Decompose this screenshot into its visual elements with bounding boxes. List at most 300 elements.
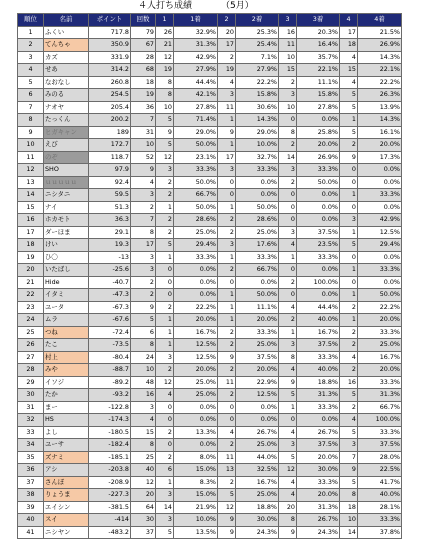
first-count-cell: 12 xyxy=(156,151,174,164)
table-row xyxy=(18,39,402,52)
second-rate-cell: 0.0% xyxy=(236,414,279,427)
first-count-cell: 4 xyxy=(156,389,174,402)
games-cell: 20 xyxy=(131,489,156,502)
second-count-cell: 0 xyxy=(218,189,236,202)
fourth-count-cell: 1 xyxy=(340,264,358,277)
games-cell: 3 xyxy=(131,251,156,264)
second-rate-cell: 14.3% xyxy=(236,114,279,127)
fourth-rate-cell: 50.0% xyxy=(358,289,402,302)
name-cell: ｕｕｕｕｕ xyxy=(44,176,89,189)
second-rate-cell: 22.2% xyxy=(236,76,279,89)
third-count-cell: 3 xyxy=(279,339,297,352)
fourth-rate-cell: 17.3% xyxy=(358,151,402,164)
first-rate-cell: 13.5% xyxy=(174,526,218,539)
first-count-cell: 5 xyxy=(156,239,174,252)
table-row xyxy=(18,76,402,89)
title-text: ４人打ち成績 xyxy=(138,1,193,11)
name-cell: たこ xyxy=(44,339,89,352)
third-rate-cell: 50.0% xyxy=(297,176,340,189)
rank-cell: 38 xyxy=(18,489,44,502)
third-rate-cell: 44.4% xyxy=(297,301,340,314)
second-rate-cell: 32.7% xyxy=(236,151,279,164)
first-count-cell: 3 xyxy=(156,164,174,177)
rank-cell: 36 xyxy=(18,464,44,477)
table-row xyxy=(18,451,402,464)
first-rate-cell: 12.5% xyxy=(174,351,218,364)
points-cell: 36.3 xyxy=(89,214,131,227)
first-rate-cell: 44.4% xyxy=(174,76,218,89)
fourth-rate-cell: 66.7% xyxy=(358,401,402,414)
table-row xyxy=(18,51,402,64)
second-rate-cell: 33.3% xyxy=(236,251,279,264)
name-cell: さんぼ xyxy=(44,476,89,489)
games-cell: 9 xyxy=(131,301,156,314)
third-count-cell: 20 xyxy=(279,501,297,514)
points-cell: -122.8 xyxy=(89,401,131,414)
first-rate-cell: 8.0% xyxy=(174,451,218,464)
first-rate-cell: 16.7% xyxy=(174,326,218,339)
second-count-cell: 2 xyxy=(218,326,236,339)
first-count-cell: 10 xyxy=(156,101,174,114)
third-rate-cell: 40.0% xyxy=(297,314,340,327)
first-count-cell: 2 xyxy=(156,364,174,377)
header-1st-count: 1 xyxy=(156,14,174,27)
first-rate-cell: 50.0% xyxy=(174,201,218,214)
points-cell: -414 xyxy=(89,514,131,527)
fourth-rate-cell: 33.3% xyxy=(358,189,402,202)
fourth-count-cell: 3 xyxy=(340,214,358,227)
points-cell: -203.8 xyxy=(89,464,131,477)
fourth-rate-cell: 29.4% xyxy=(358,239,402,252)
second-count-cell: 0 xyxy=(218,176,236,189)
first-rate-cell: 15.0% xyxy=(174,489,218,502)
second-rate-cell: 33.3% xyxy=(236,164,279,177)
points-cell: 51.3 xyxy=(89,201,131,214)
third-count-cell: 8 xyxy=(279,514,297,527)
first-rate-cell: 66.7% xyxy=(174,189,218,202)
games-cell: 19 xyxy=(131,89,156,102)
rank-cell: 14 xyxy=(18,189,44,202)
points-cell: 29.1 xyxy=(89,226,131,239)
third-rate-cell: 33.3% xyxy=(297,401,340,414)
third-rate-cell: 26.9% xyxy=(297,151,340,164)
points-cell: -40.7 xyxy=(89,276,131,289)
third-rate-cell: 37.5% xyxy=(297,439,340,452)
points-cell: 205.4 xyxy=(89,101,131,114)
table-row xyxy=(18,439,402,452)
fourth-rate-cell: 13.9% xyxy=(358,101,402,114)
fourth-rate-cell: 33.3% xyxy=(358,326,402,339)
name-cell: けい xyxy=(44,239,89,252)
rank-cell: 2 xyxy=(18,39,44,52)
fourth-rate-cell: 41.7% xyxy=(358,476,402,489)
name-cell: えび xyxy=(44,139,89,152)
second-count-cell: 11 xyxy=(218,376,236,389)
second-rate-cell: 27.9% xyxy=(236,64,279,77)
points-cell: -73.5 xyxy=(89,339,131,352)
second-count-cell: 11 xyxy=(218,101,236,114)
rank-cell: 13 xyxy=(18,176,44,189)
fourth-rate-cell: 33.3% xyxy=(358,376,402,389)
first-count-cell: 0 xyxy=(156,264,174,277)
points-cell: -381.5 xyxy=(89,501,131,514)
third-count-cell: 8 xyxy=(279,351,297,364)
rank-cell: 37 xyxy=(18,476,44,489)
name-cell: カズ xyxy=(44,51,89,64)
games-cell: 6 xyxy=(131,326,156,339)
first-count-cell: 2 xyxy=(156,226,174,239)
fourth-count-cell: 17 xyxy=(340,26,358,39)
table-row xyxy=(18,339,402,352)
third-count-cell: 0 xyxy=(279,189,297,202)
rank-cell: 39 xyxy=(18,501,44,514)
third-count-cell: 2 xyxy=(279,314,297,327)
rank-cell: 15 xyxy=(18,201,44,214)
third-rate-cell: 20.0% xyxy=(297,489,340,502)
fourth-rate-cell: 31.3% xyxy=(358,389,402,402)
table-row xyxy=(18,264,402,277)
name-cell: Hide xyxy=(44,276,89,289)
third-count-cell: 4 xyxy=(279,489,297,502)
games-cell: 79 xyxy=(131,26,156,39)
first-count-cell: 1 xyxy=(156,326,174,339)
name-cell: よし xyxy=(44,426,89,439)
name-cell: ふくい xyxy=(44,26,89,39)
second-count-cell: 1 xyxy=(218,301,236,314)
second-rate-cell: 66.7% xyxy=(236,264,279,277)
rank-cell: 26 xyxy=(18,339,44,352)
first-rate-cell: 20.0% xyxy=(174,364,218,377)
name-cell: ナイ xyxy=(44,201,89,214)
third-rate-cell: 33.3% xyxy=(297,251,340,264)
second-count-cell: 20 xyxy=(218,26,236,39)
third-count-cell: 4 xyxy=(279,301,297,314)
first-count-cell: 0 xyxy=(156,439,174,452)
second-rate-cell: 0.0% xyxy=(236,401,279,414)
second-rate-cell: 0.0% xyxy=(236,176,279,189)
second-rate-cell: 20.0% xyxy=(236,314,279,327)
second-count-cell: 3 xyxy=(218,239,236,252)
third-count-cell: 0 xyxy=(279,114,297,127)
rank-cell: 21 xyxy=(18,276,44,289)
points-cell: -47.3 xyxy=(89,289,131,302)
first-rate-cell: 29.0% xyxy=(174,126,218,139)
second-rate-cell: 22.9% xyxy=(236,376,279,389)
games-cell: 4 xyxy=(131,176,156,189)
third-rate-cell: 33.3% xyxy=(297,476,340,489)
games-cell: 64 xyxy=(131,501,156,514)
points-cell: -80.4 xyxy=(89,351,131,364)
rank-cell: 8 xyxy=(18,114,44,127)
table-row xyxy=(18,389,402,402)
second-count-cell: 1 xyxy=(218,139,236,152)
third-rate-cell: 31.3% xyxy=(297,501,340,514)
first-rate-cell: 0.0% xyxy=(174,414,218,427)
third-rate-cell: 0.0% xyxy=(297,214,340,227)
table-row xyxy=(18,139,402,152)
third-count-cell: 8 xyxy=(279,126,297,139)
rank-cell: 19 xyxy=(18,251,44,264)
first-rate-cell: 42.9% xyxy=(174,51,218,64)
points-cell: 260.8 xyxy=(89,76,131,89)
fourth-rate-cell: 0.0% xyxy=(358,176,402,189)
table-row xyxy=(18,189,402,202)
third-rate-cell: 37.5% xyxy=(297,226,340,239)
fourth-count-cell: 4 xyxy=(340,76,358,89)
rank-cell: 33 xyxy=(18,426,44,439)
points-cell: -89.2 xyxy=(89,376,131,389)
name-cell: りょうま xyxy=(44,489,89,502)
name-cell: ユータ xyxy=(44,301,89,314)
fourth-count-cell: 9 xyxy=(340,151,358,164)
second-rate-cell: 17.6% xyxy=(236,239,279,252)
rank-cell: 1 xyxy=(18,26,44,39)
first-count-cell: 1 xyxy=(156,476,174,489)
second-rate-cell: 11.1% xyxy=(236,301,279,314)
first-rate-cell: 23.1% xyxy=(174,151,218,164)
first-count-cell: 0 xyxy=(156,401,174,414)
table-row xyxy=(18,351,402,364)
fourth-rate-cell: 42.9% xyxy=(358,214,402,227)
header-3rd-count: 3 xyxy=(279,14,297,27)
name-cell: ムラ xyxy=(44,314,89,327)
third-rate-cell: 18.8% xyxy=(297,376,340,389)
second-count-cell: 1 xyxy=(218,201,236,214)
third-rate-cell: 11.1% xyxy=(297,76,340,89)
second-rate-cell: 12.5% xyxy=(236,389,279,402)
fourth-rate-cell: 37.8% xyxy=(358,526,402,539)
third-rate-cell: 15.8% xyxy=(297,89,340,102)
first-rate-cell: 12.5% xyxy=(174,339,218,352)
rank-cell: 7 xyxy=(18,101,44,114)
rank-cell: 40 xyxy=(18,514,44,527)
third-count-cell: 3 xyxy=(279,226,297,239)
fourth-rate-cell: 37.5% xyxy=(358,439,402,452)
second-rate-cell: 25.3% xyxy=(236,26,279,39)
points-cell: 331.9 xyxy=(89,51,131,64)
points-cell: -67.3 xyxy=(89,301,131,314)
fourth-rate-cell: 25.0% xyxy=(358,339,402,352)
header-1st-rate: 1着 xyxy=(174,14,218,27)
table-row xyxy=(18,301,402,314)
first-count-cell: 1 xyxy=(156,339,174,352)
points-cell: 350.9 xyxy=(89,39,131,52)
second-count-cell: 2 xyxy=(218,476,236,489)
games-cell: 30 xyxy=(131,514,156,527)
third-count-cell: 3 xyxy=(279,89,297,102)
table-row xyxy=(18,514,402,527)
first-rate-cell: 50.0% xyxy=(174,139,218,152)
points-cell: -88.7 xyxy=(89,364,131,377)
first-count-cell: 5 xyxy=(156,526,174,539)
rank-cell: 35 xyxy=(18,451,44,464)
second-count-cell: 2 xyxy=(218,389,236,402)
third-rate-cell: 100.0% xyxy=(297,276,340,289)
games-cell: 2 xyxy=(131,276,156,289)
points-cell: 97.9 xyxy=(89,164,131,177)
games-cell: 5 xyxy=(131,314,156,327)
second-count-cell: 2 xyxy=(218,364,236,377)
table-row xyxy=(18,426,402,439)
rank-cell: 20 xyxy=(18,264,44,277)
second-count-cell: 3 xyxy=(218,89,236,102)
table-row xyxy=(18,64,402,77)
first-rate-cell: 25.0% xyxy=(174,226,218,239)
fourth-count-cell: 5 xyxy=(340,126,358,139)
third-count-cell: 2 xyxy=(279,276,297,289)
name-cell: 村上 xyxy=(44,351,89,364)
points-cell: -72.4 xyxy=(89,326,131,339)
fourth-rate-cell: 12.5% xyxy=(358,226,402,239)
fourth-count-cell: 4 xyxy=(340,414,358,427)
games-cell: 3 xyxy=(131,264,156,277)
fourth-count-cell: 2 xyxy=(340,364,358,377)
first-count-cell: 8 xyxy=(156,89,174,102)
table-header-row xyxy=(18,14,402,27)
first-rate-cell: 0.0% xyxy=(174,439,218,452)
name-cell: アシ xyxy=(44,464,89,477)
third-count-cell: 5 xyxy=(279,389,297,402)
rank-cell: 12 xyxy=(18,164,44,177)
fourth-count-cell: 0 xyxy=(340,251,358,264)
name-cell: イタミ xyxy=(44,289,89,302)
fourth-count-cell: 4 xyxy=(340,351,358,364)
table-row xyxy=(18,401,402,414)
third-rate-cell: 20.3% xyxy=(297,26,340,39)
table-row xyxy=(18,489,402,502)
second-rate-cell: 20.0% xyxy=(236,364,279,377)
second-rate-cell: 37.5% xyxy=(236,351,279,364)
name-cell: スイ xyxy=(44,514,89,527)
third-count-cell: 0 xyxy=(279,214,297,227)
second-rate-cell: 28.6% xyxy=(236,214,279,227)
games-cell: 7 xyxy=(131,214,156,227)
name-cell: ニシタニ xyxy=(44,189,89,202)
rank-cell: 4 xyxy=(18,64,44,77)
rank-cell: 34 xyxy=(18,439,44,452)
rank-cell: 41 xyxy=(18,526,44,539)
second-rate-cell: 0.0% xyxy=(236,189,279,202)
points-cell: 189 xyxy=(89,126,131,139)
fourth-rate-cell: 14.3% xyxy=(358,114,402,127)
fourth-count-cell: 5 xyxy=(340,89,358,102)
third-count-cell: 10 xyxy=(279,51,297,64)
first-count-cell: 3 xyxy=(156,489,174,502)
first-count-cell: 5 xyxy=(156,139,174,152)
third-count-cell: 9 xyxy=(279,376,297,389)
games-cell: 16 xyxy=(131,389,156,402)
fourth-count-cell: 2 xyxy=(340,326,358,339)
fourth-rate-cell: 22.5% xyxy=(358,464,402,477)
second-rate-cell: 10.0% xyxy=(236,139,279,152)
first-rate-cell: 33.3% xyxy=(174,251,218,264)
fourth-rate-cell: 0.0% xyxy=(358,164,402,177)
table-row xyxy=(18,314,402,327)
third-count-cell: 5 xyxy=(279,451,297,464)
second-count-cell: 2 xyxy=(218,439,236,452)
table-row xyxy=(18,501,402,514)
fourth-rate-cell: 33.3% xyxy=(358,264,402,277)
header-4th-rate: 4着 xyxy=(358,14,402,27)
third-rate-cell: 0.0% xyxy=(297,114,340,127)
table-row xyxy=(18,326,402,339)
games-cell: 37 xyxy=(131,526,156,539)
header-2nd-count: 2 xyxy=(218,14,236,27)
first-count-cell: 6 xyxy=(156,464,174,477)
fourth-rate-cell: 22.1% xyxy=(358,64,402,77)
second-rate-cell: 18.8% xyxy=(236,501,279,514)
games-cell: 68 xyxy=(131,64,156,77)
points-cell: 118.7 xyxy=(89,151,131,164)
rank-cell: 29 xyxy=(18,376,44,389)
first-rate-cell: 21.9% xyxy=(174,501,218,514)
games-cell: 2 xyxy=(131,289,156,302)
fourth-count-cell: 5 xyxy=(340,389,358,402)
second-rate-cell: 25.0% xyxy=(236,489,279,502)
second-rate-cell: 26.7% xyxy=(236,426,279,439)
name-cell: ひ〇 xyxy=(44,251,89,264)
fourth-rate-cell: 0.0% xyxy=(358,201,402,214)
games-cell: 12 xyxy=(131,476,156,489)
first-count-cell: 12 xyxy=(156,51,174,64)
first-count-cell: 2 xyxy=(156,426,174,439)
fourth-count-cell: 16 xyxy=(340,376,358,389)
games-cell: 3 xyxy=(131,189,156,202)
second-rate-cell: 30.6% xyxy=(236,101,279,114)
fourth-rate-cell: 26.3% xyxy=(358,89,402,102)
games-cell: 8 xyxy=(131,226,156,239)
first-rate-cell: 28.6% xyxy=(174,214,218,227)
third-rate-cell: 27.8% xyxy=(297,101,340,114)
header-4th-count: 4 xyxy=(340,14,358,27)
name-cell: みのる xyxy=(44,89,89,102)
second-count-cell: 4 xyxy=(218,426,236,439)
first-count-cell: 2 xyxy=(156,189,174,202)
first-count-cell: 2 xyxy=(156,214,174,227)
table-row xyxy=(18,89,402,102)
third-rate-cell: 22.1% xyxy=(297,64,340,77)
third-count-cell: 15 xyxy=(279,64,297,77)
table-row xyxy=(18,214,402,227)
first-rate-cell: 15.0% xyxy=(174,464,218,477)
second-count-cell: 19 xyxy=(218,64,236,77)
second-count-cell: 0 xyxy=(218,401,236,414)
first-rate-cell: 42.1% xyxy=(174,89,218,102)
third-count-cell: 11 xyxy=(279,39,297,52)
second-rate-cell: 7.1% xyxy=(236,51,279,64)
first-rate-cell: 71.4% xyxy=(174,114,218,127)
fourth-rate-cell: 22.2% xyxy=(358,301,402,314)
fourth-rate-cell: 16.1% xyxy=(358,126,402,139)
third-rate-cell: 30.0% xyxy=(297,464,340,477)
first-count-cell: 26 xyxy=(156,26,174,39)
first-rate-cell: 8.3% xyxy=(174,476,218,489)
fourth-rate-cell: 20.0% xyxy=(358,364,402,377)
second-rate-cell: 25.4% xyxy=(236,39,279,52)
games-cell: 10 xyxy=(131,139,156,152)
rank-cell: 27 xyxy=(18,351,44,364)
first-rate-cell: 33.3% xyxy=(174,164,218,177)
first-count-cell: 12 xyxy=(156,376,174,389)
fourth-rate-cell: 0.0% xyxy=(358,251,402,264)
first-rate-cell: 0.0% xyxy=(174,289,218,302)
games-cell: 3 xyxy=(131,401,156,414)
table-row xyxy=(18,176,402,189)
points-cell: -185.1 xyxy=(89,451,131,464)
first-count-cell: 2 xyxy=(156,451,174,464)
first-rate-cell: 25.0% xyxy=(174,376,218,389)
first-count-cell: 0 xyxy=(156,276,174,289)
